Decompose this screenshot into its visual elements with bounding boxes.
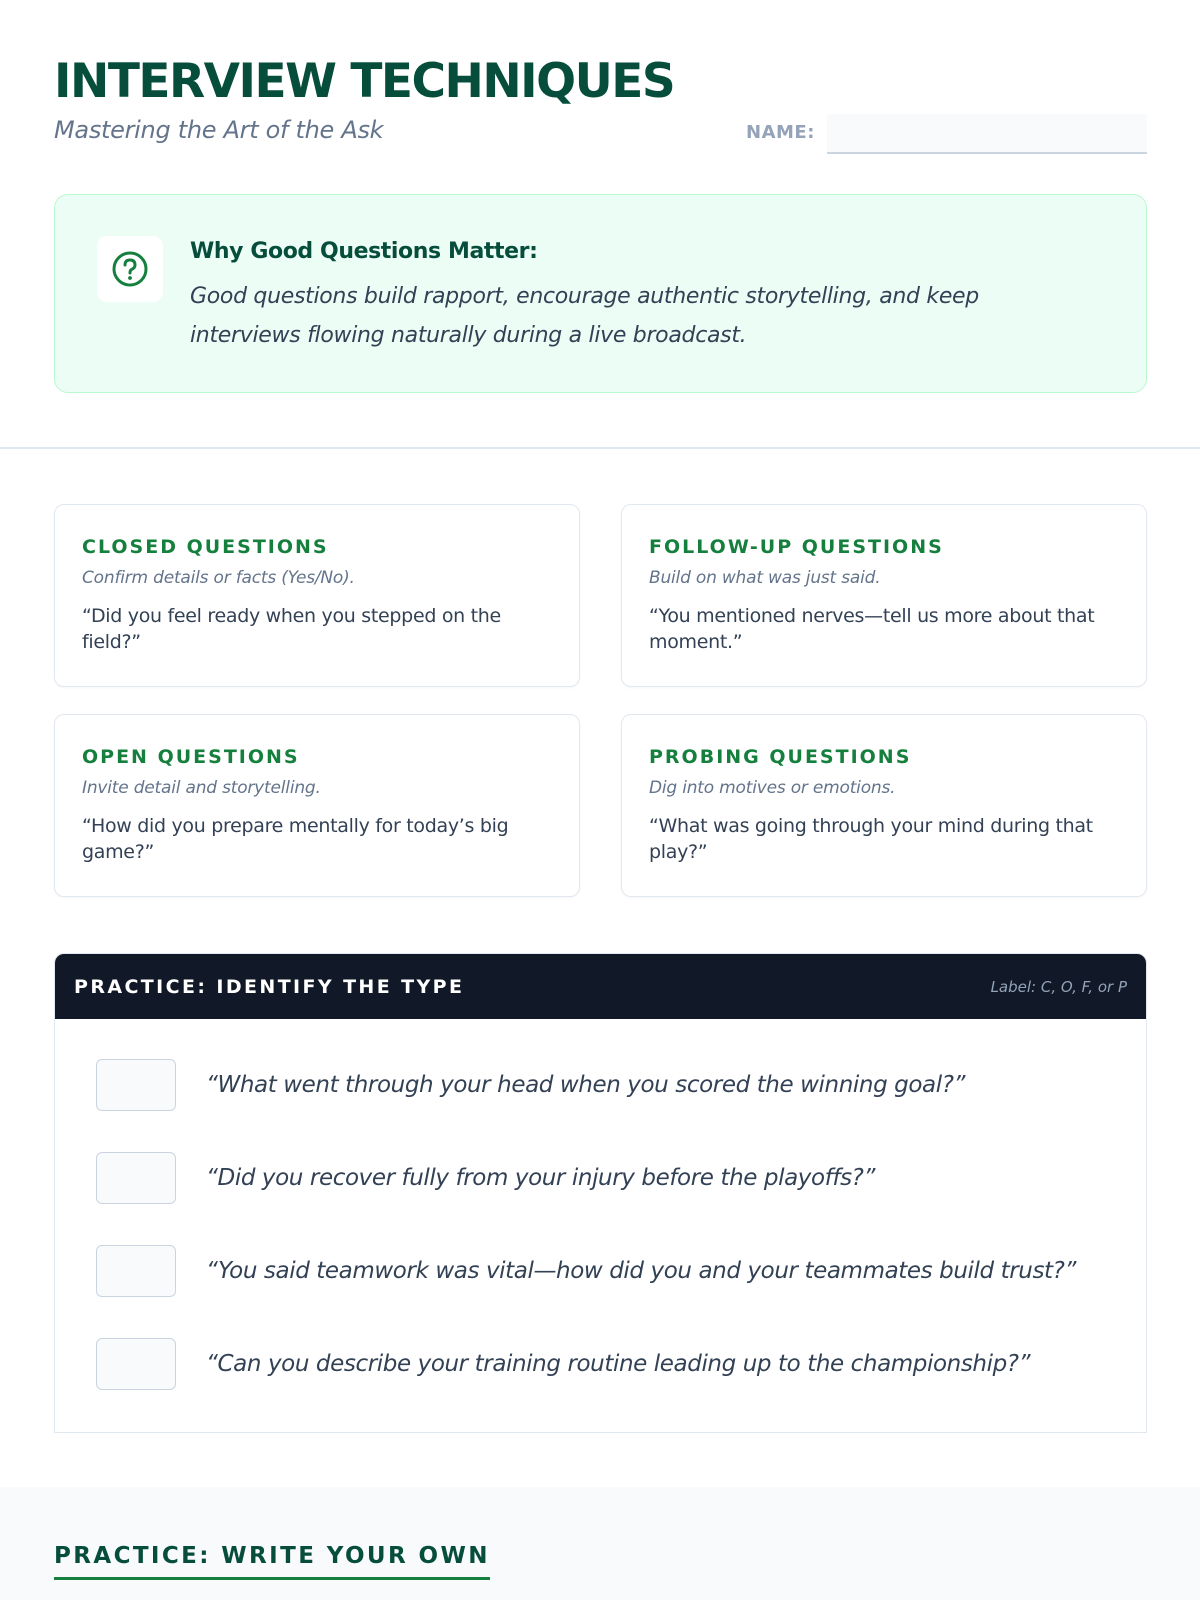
page-header — [54, 52, 1147, 156]
card-example: “Did you feel ready when you stepped on the field?” — [82, 605, 501, 653]
practice-question-row — [96, 1245, 1076, 1297]
practice-title: PRACTICE: IDENTIFY THE TYPE — [74, 975, 465, 998]
question-text: “Can you describe your training routine leading up to the championship?” — [206, 1351, 1031, 1377]
practice-hint: Label: C, O, F, or P — [990, 977, 1127, 996]
card-probing-questions — [621, 714, 1147, 897]
card-description: Confirm details or facts (Yes/No). — [82, 568, 355, 588]
name-label: NAME: — [746, 122, 815, 143]
card-description: Invite detail and storytelling. — [82, 778, 321, 798]
page-subtitle: Mastering the Art of the Ask — [54, 116, 384, 144]
practice-question-row — [96, 1059, 965, 1111]
card-title: OPEN QUESTIONS — [82, 746, 300, 768]
name-field[interactable] — [827, 114, 1147, 154]
section-divider — [0, 447, 1200, 449]
card-title: CLOSED QUESTIONS — [82, 536, 329, 558]
card-open-questions — [54, 714, 580, 897]
card-example: “How did you prepare mentally for today’s big game?” — [82, 815, 509, 863]
practice-question-row — [96, 1338, 1030, 1390]
write-section-title: PRACTICE: WRITE YOUR OWN — [54, 1543, 490, 1580]
answer-box[interactable] — [96, 1338, 176, 1390]
callout-body: Good questions build rapport, encourage authentic storytelling, and keep interviews flowing naturally during a live broadcast. — [190, 284, 979, 348]
answer-box[interactable] — [96, 1152, 176, 1204]
callout-title: Why Good Questions Matter: — [190, 239, 538, 264]
answer-box[interactable] — [96, 1059, 176, 1111]
question-circle-icon — [97, 236, 163, 302]
why-questions-callout — [54, 194, 1147, 393]
card-follow-up-questions — [621, 504, 1147, 687]
practice-question-row — [96, 1152, 875, 1204]
answer-box[interactable] — [96, 1245, 176, 1297]
card-closed-questions — [54, 504, 580, 687]
write-your-own-section — [0, 1487, 1200, 1600]
card-title: FOLLOW-UP QUESTIONS — [649, 536, 944, 558]
question-text: “Did you recover fully from your injury before the playoffs?” — [206, 1165, 875, 1191]
card-description: Build on what was just said. — [649, 568, 881, 588]
card-example: “What was going through your mind during that play?” — [649, 815, 1093, 863]
page-title: INTERVIEW TECHNIQUES — [54, 54, 675, 109]
question-text: “You said teamwork was vital—how did you and your teammates build trust?” — [206, 1258, 1076, 1284]
practice-header — [55, 954, 1146, 1019]
practice-identify-section — [54, 953, 1147, 1433]
card-example: “You mentioned nerves—tell us more about that moment.” — [649, 605, 1095, 653]
card-title: PROBING QUESTIONS — [649, 746, 912, 768]
question-text: “What went through your head when you scored the winning goal?” — [206, 1072, 966, 1098]
card-description: Dig into motives or emotions. — [649, 778, 896, 798]
